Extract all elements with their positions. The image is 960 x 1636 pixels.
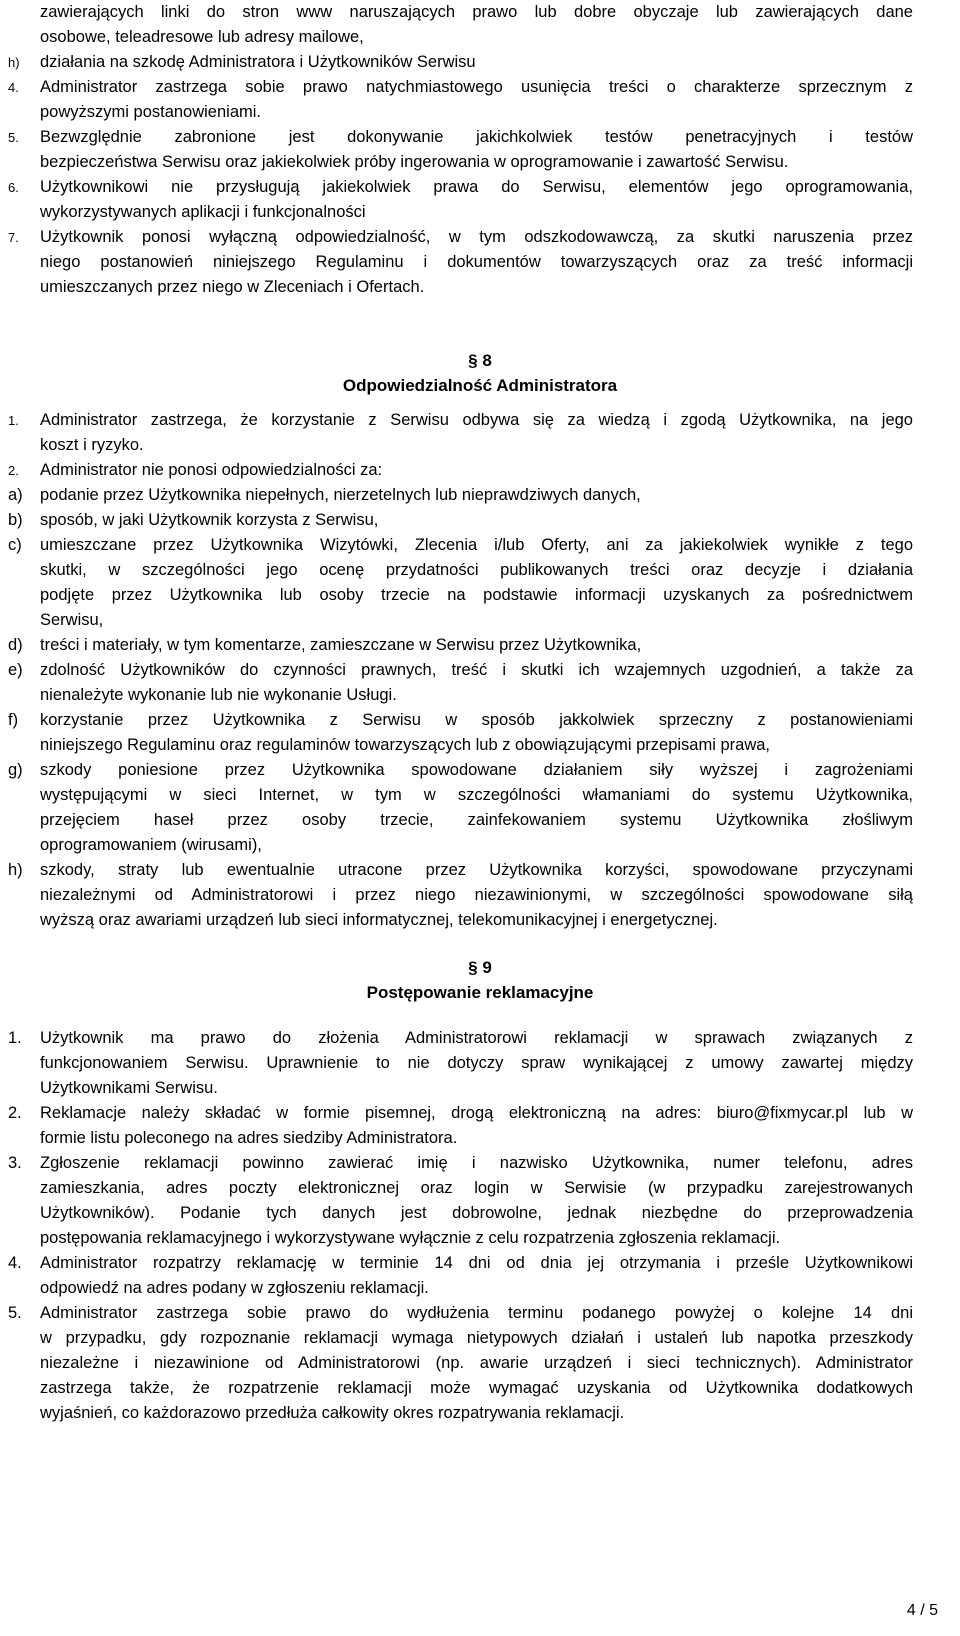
list-item-line: nienależyte wykonanie lub nie wykonanie Usługi. [40, 686, 397, 704]
list-marker: f) [8, 711, 19, 729]
list-item-line: Administrator zastrzega, że korzystanie z Serwisu odbywa się za wiedzą i zgodą Użytkownika, na jego [40, 411, 913, 429]
list-item-line: wykorzystywanych aplikacji i funkcjonalności [40, 203, 366, 221]
list-item-line: skutki, w szczególności jego ocenę przydatności publikowanych treści oraz decyzje i działania [40, 561, 913, 579]
list-marker: 1. [8, 1029, 22, 1047]
list-marker: 6. [8, 180, 19, 195]
list-marker: 3. [8, 1154, 22, 1172]
list-item-line: umieszczane przez Użytkownika Wizytówki, Zlecenia i/lub Oferty, ani za jakiekolwiek wynikłe z tego [40, 536, 913, 554]
list-marker: h) [8, 55, 20, 70]
list-item-line: Użytkownikowi nie przysługują jakiekolwiek prawa do Serwisu, elementów jego oprogramowania, [40, 178, 913, 196]
list-item-line: wyższą oraz awariami urządzeń lub sieci informatycznej, telekomunikacyjnej i energetycznej. [40, 911, 718, 929]
section-number: § 9 [468, 958, 492, 977]
list-item-line: Reklamacje należy składać w formie pisemnej, drogą elektroniczną na adres: biuro@fixmycar.pl lub w [40, 1104, 913, 1122]
list-item-line: odpowiedź na adres podany w zgłoszeniu reklamacji. [40, 1279, 429, 1297]
list-marker: 4. [8, 80, 19, 95]
list-item-line: przejęciem haseł przez osoby trzecie, zainfekowaniem systemu Użytkownika złośliwym [40, 811, 913, 829]
list-item-line: oprogramowaniem (wirusami), [40, 836, 262, 854]
list-marker: 4. [8, 1254, 22, 1272]
list-item-line: Administrator nie ponosi odpowiedzialności za: [40, 461, 383, 479]
list-marker: e) [8, 661, 23, 679]
list-item-line: postępowania reklamacyjnego i wykorzystywane wyłącznie z celu rozpatrzenia zgłoszenia reklamacji. [40, 1229, 781, 1247]
list-item-line: niezależne i niezawinione od Administratorowi (np. awarie urządzeń i sieci technicznych). Administrator [40, 1354, 913, 1372]
list-item-line: Zgłoszenie reklamacji powinno zawierać imię i nazwisko Użytkownika, numer telefonu, adres [40, 1154, 913, 1172]
list-item-line: wyjaśnień, co każdorazowo przedłuża całkowity okres rozpatrywania reklamacji. [40, 1404, 625, 1422]
list-marker: 7. [8, 230, 19, 245]
list-item-line: Użytkownik ponosi wyłączną odpowiedzialność, w tym odszkodowawczą, za skutki naruszenia przez [40, 228, 913, 246]
list-item-line: bezpieczeństwa Serwisu oraz jakiekolwiek próby ingerowania w oprogramowanie i zawartość Serwisu. [40, 153, 789, 171]
list-item-line: Administrator zastrzega sobie prawo do wydłużenia terminu podanego powyżej o kolejne 14 dni [40, 1304, 913, 1322]
section-title: Postępowanie reklamacyjne [366, 983, 594, 1002]
continuation-line: osobowe, teleadresowe lub adresy mailowe, [40, 28, 364, 46]
list-item-line: formie listu poleconego na adres siedziby Administratora. [40, 1129, 458, 1147]
list-marker: 2. [8, 463, 19, 478]
list-item-line: korzystanie przez Użytkownika z Serwisu w sposób jakkolwiek sprzeczny z postanowieniami [40, 711, 913, 729]
list-marker: h) [8, 861, 23, 879]
list-item-line: niego postanowień niniejszego Regulaminu i dokumentów towarzyszących oraz za treść informacji [40, 253, 913, 271]
list-marker: 5. [8, 1304, 22, 1322]
section-title: Odpowiedzialność Administratora [342, 376, 618, 395]
list-item-line: Użytkowników). Podanie tych danych jest dobrowolne, jednak niezbędne do przeprowadzenia [40, 1204, 913, 1222]
list-item-line: sposób, w jaki Użytkownik korzysta z Serwisu, [40, 511, 379, 529]
list-item-line: w przypadku, gdy rozpoznanie reklamacji wymaga nietypowych działań i ustaleń lub napotka przeszkody [40, 1329, 913, 1347]
list-item-line: zamieszkania, adres poczty elektronicznej oraz login w Serwisie (w przypadku zarejestrowanych [40, 1179, 913, 1197]
list-item-line: koszt i ryzyko. [40, 436, 144, 454]
list-item-line: Administrator rozpatrzy reklamację w terminie 14 dni od dnia jej otrzymania i prześle Użytkownikowi [40, 1254, 913, 1272]
list-marker: a) [8, 486, 23, 504]
list-marker: b) [8, 511, 23, 529]
list-item-line: Użytkownikami Serwisu. [40, 1079, 218, 1097]
list-item-line: występującymi w sieci Internet, w tym w szczególności włamaniami do systemu Użytkownika, [40, 786, 913, 804]
list-item-line: zastrzega także, że rozpatrzenie reklamacji może wymagać uzyskania od Użytkownika dodatkowych [40, 1379, 913, 1397]
list-marker: g) [8, 761, 23, 779]
list-item-line: szkody, straty lub ewentualnie utracone przez Użytkownika korzyści, spowodowane przyczynami [40, 861, 913, 879]
list-marker: d) [8, 636, 23, 654]
list-item-line: treści i materiały, w tym komentarze, zamieszczane w Serwisu przez Użytkownika, [40, 636, 642, 654]
list-item-line: niniejszego Regulaminu oraz regulaminów towarzyszących lub z obowiązującymi przepisami prawa, [40, 736, 770, 754]
continuation-line: zawierających linki do stron www naruszających prawo lub dobre obyczaje lub zawierających dane [40, 3, 913, 21]
list-marker: 5. [8, 130, 19, 145]
list-item-line: podjęte przez Użytkownika lub osoby trzecie na podstawie informacji uzyskanych za pośrednictwem [40, 586, 913, 604]
list-item-line: szkody poniesione przez Użytkownika spowodowane działaniem siły wyższej i zagrożeniami [40, 761, 913, 779]
section-number: § 8 [468, 351, 492, 370]
list-item-line: niezależnymi od Administratorowi i przez niego niezawinionymi, w szczególności spowodowane siłą [40, 886, 913, 904]
page-number: 4 / 5 [906, 1602, 938, 1619]
list-marker: 1. [8, 413, 19, 428]
list-item-line: funkcjonowaniem Serwisu. Uprawnienie to nie dotyczy spraw wynikającej z umowy zawartej między [40, 1054, 913, 1072]
list-marker: c) [8, 536, 22, 554]
list-item-line: Administrator zastrzega sobie prawo natychmiastowego usunięcia treści o charakterze sprzecznym z [40, 78, 913, 96]
list-item-line: Bezwzględnie zabronione jest dokonywanie jakichkolwiek testów penetracyjnych i testów [40, 128, 913, 146]
list-item-line: Użytkownik ma prawo do złożenia Administratorowi reklamacji w sprawach związanych z [40, 1029, 913, 1047]
list-item-line: Serwisu, [40, 611, 104, 629]
list-item-line: umieszczanych przez niego w Zleceniach i Ofertach. [40, 278, 425, 296]
list-item-line: podanie przez Użytkownika niepełnych, nierzetelnych lub nieprawdziwych danych, [40, 486, 641, 504]
list-item-line: zdolność Użytkowników do czynności prawnych, treść i skutki ich wzajemnych uzgodnień, a także za [40, 661, 913, 679]
list-marker: 2. [8, 1104, 22, 1122]
list-item-line: działania na szkodę Administratora i Użytkowników Serwisu [40, 53, 476, 71]
list-item-line: powyższymi postanowieniami. [40, 103, 262, 121]
